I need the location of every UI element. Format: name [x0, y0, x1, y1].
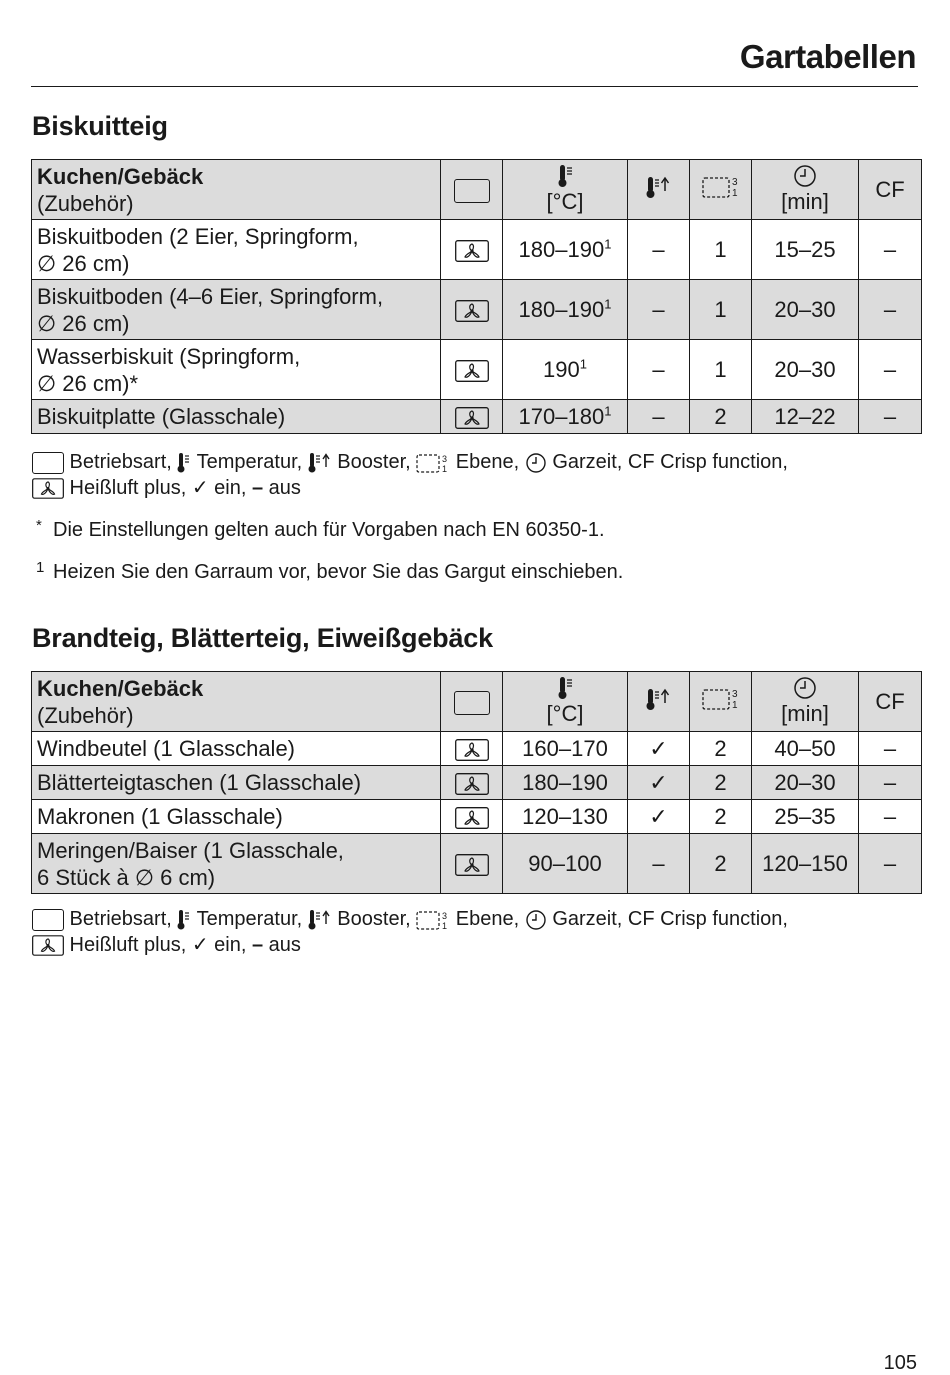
- column-header-product: [32, 672, 441, 732]
- temperature-cell: [503, 280, 628, 340]
- column-header-level: [690, 672, 752, 732]
- product-name-line2: 6 Stück à ∅ 6 cm): [37, 864, 216, 890]
- operating-mode-box-icon: [32, 909, 64, 931]
- clock-icon: [525, 909, 547, 931]
- product-cell: [32, 220, 441, 280]
- cf-cell: –: [859, 280, 922, 340]
- cf-cell: –: [859, 834, 922, 894]
- legend-temp-text: Temperatur,: [191, 451, 308, 473]
- cooking-table-brandteig: [31, 671, 922, 894]
- level-cell: 1: [690, 280, 752, 340]
- column-header-booster: [628, 672, 690, 732]
- svg-text:1: 1: [731, 699, 738, 711]
- cf-cell: –: [859, 766, 922, 800]
- legend-booster-text: Booster,: [331, 908, 417, 930]
- svg-text:1: 1: [442, 463, 448, 474]
- clock-icon: [793, 164, 817, 188]
- time-cell: 40–50: [752, 732, 859, 766]
- product-cell: [32, 340, 441, 400]
- footnote-one: [36, 561, 623, 584]
- thermometer-icon: [557, 164, 573, 188]
- table-row: [32, 834, 922, 894]
- product-name: Makronen (1 Glasschale): [37, 804, 283, 829]
- product-name-line2: ∅ 26 cm)*: [37, 370, 139, 396]
- fan-plus-icon: [455, 773, 489, 795]
- mode-cell: [441, 732, 503, 766]
- fan-plus-icon: [455, 807, 489, 829]
- cf-cell: –: [859, 400, 922, 434]
- legend-on-text: ✓ ein,: [191, 934, 252, 956]
- legend-line-2: [32, 475, 788, 501]
- time-cell: 25–35: [752, 800, 859, 834]
- thermometer-icon: [177, 452, 191, 474]
- booster-icon: [645, 174, 673, 200]
- section-title-biskuitteig: Biskuitteig: [32, 111, 168, 141]
- legend-biskuitteig: [32, 449, 788, 501]
- cf-cell: –: [859, 220, 922, 280]
- table-row: [32, 732, 922, 766]
- temperature-cell: [503, 766, 628, 800]
- temperature-value: 160–170: [522, 736, 608, 761]
- shelf-level-icon: [701, 174, 741, 200]
- legend-brandteig: [32, 906, 788, 958]
- clock-icon: [793, 676, 817, 700]
- temperature-value: 170–180: [518, 404, 605, 429]
- thermometer-icon: [557, 676, 573, 700]
- temperature-value: 190: [543, 357, 580, 382]
- column-header-temperature: [503, 160, 628, 220]
- fan-plus-icon: [32, 935, 64, 956]
- table-row: [32, 340, 922, 400]
- product-name-line2: ∅ 26 cm): [37, 310, 130, 336]
- column-header-cf: CF: [859, 160, 922, 220]
- mode-cell: [441, 220, 503, 280]
- table-row: [32, 766, 922, 800]
- fan-plus-icon: [455, 854, 489, 876]
- temperature-cell: [503, 220, 628, 280]
- temperature-footnote: 1: [604, 236, 612, 252]
- operating-mode-box-icon: [454, 179, 490, 203]
- level-cell: 2: [690, 766, 752, 800]
- time-unit: [min]: [781, 701, 829, 726]
- booster-cell: –: [628, 834, 690, 894]
- column-header-product-sub: (Zubehör): [37, 702, 134, 728]
- operating-mode-box-icon: [32, 452, 64, 474]
- table-row: [32, 800, 922, 834]
- column-header-booster: [628, 160, 690, 220]
- booster-cell: ✓: [628, 766, 690, 800]
- svg-text:1: 1: [731, 187, 738, 199]
- product-name: Biskuitplatte (Glasschale): [37, 404, 286, 429]
- column-header-mode: [441, 672, 503, 732]
- legend-level-text: Ebene,: [450, 908, 525, 930]
- thermometer-icon: [177, 909, 191, 931]
- column-header-product-title: Kuchen/Gebäck: [37, 163, 204, 189]
- svg-text:3: 3: [731, 176, 738, 188]
- table-row: [32, 220, 922, 280]
- temperature-cell: [503, 834, 628, 894]
- legend-temp-text: Temperatur,: [191, 908, 308, 930]
- product-name: Blätterteigtaschen (1 Glasschale): [37, 770, 362, 795]
- clock-icon: [525, 452, 547, 474]
- fan-plus-icon: [455, 240, 489, 262]
- footnote-one-text: Heizen Sie den Garraum vor, bevor Sie das Gargut einschieben.: [53, 561, 624, 583]
- booster-cell: –: [628, 280, 690, 340]
- fan-plus-icon: [455, 407, 489, 429]
- footnote-star: [36, 519, 605, 542]
- table-header-row: [32, 672, 922, 732]
- legend-mode-text: Betriebsart,: [64, 451, 178, 473]
- temperature-cell: [503, 800, 628, 834]
- legend-fan-text: Heißluft plus,: [64, 934, 192, 956]
- svg-text:3: 3: [442, 453, 448, 464]
- product-name-line2: ∅ 26 cm): [37, 250, 130, 276]
- time-cell: 20–30: [752, 340, 859, 400]
- legend-line-1: [32, 449, 788, 475]
- legend-line-1: [32, 906, 788, 932]
- mode-cell: [441, 400, 503, 434]
- temperature-footnote: 1: [604, 296, 612, 312]
- product-name: Wasserbiskuit (Springform,: [37, 343, 301, 369]
- cf-cell: –: [859, 732, 922, 766]
- legend-line-2: [32, 932, 788, 958]
- level-cell: 1: [690, 340, 752, 400]
- column-header-cf: CF: [859, 672, 922, 732]
- product-name: Biskuitboden (4–6 Eier, Springform,: [37, 283, 384, 309]
- temperature-value: 180–190: [518, 297, 605, 322]
- product-cell: [32, 732, 441, 766]
- product-name: Meringen/Baiser (1 Glasschale,: [37, 837, 344, 863]
- shelf-level-icon: [701, 686, 741, 712]
- mode-cell: [441, 340, 503, 400]
- column-header-time: [752, 672, 859, 732]
- temperature-footnote: 1: [604, 403, 612, 419]
- cooking-table-biskuitteig: [31, 159, 922, 434]
- legend-mode-text: Betriebsart,: [64, 908, 178, 930]
- mode-cell: [441, 766, 503, 800]
- mode-cell: [441, 280, 503, 340]
- legend-off-text: aus: [263, 477, 301, 499]
- temperature-footnote: 1: [579, 356, 587, 372]
- legend-fan-text: Heißluft plus,: [64, 477, 192, 499]
- legend-booster-text: Booster,: [331, 451, 417, 473]
- booster-cell: ✓: [628, 800, 690, 834]
- legend-time-text: Garzeit, CF Crisp function,: [546, 451, 788, 473]
- table-row: [32, 280, 922, 340]
- mode-cell: [441, 800, 503, 834]
- temperature-unit: [°C]: [546, 701, 584, 726]
- booster-cell: ✓: [628, 732, 690, 766]
- column-header-time: [752, 160, 859, 220]
- level-cell: 2: [690, 400, 752, 434]
- temperature-cell: [503, 340, 628, 400]
- product-cell: [32, 766, 441, 800]
- product-name: Windbeutel (1 Glasschale): [37, 736, 296, 761]
- footnote-one-mark: 1: [36, 559, 45, 576]
- temperature-value: 180–190: [522, 770, 608, 795]
- booster-cell: –: [628, 220, 690, 280]
- product-cell: [32, 834, 441, 894]
- legend-time-text: Garzeit, CF Crisp function,: [546, 908, 788, 930]
- level-cell: 2: [690, 732, 752, 766]
- fan-plus-icon: [455, 739, 489, 761]
- time-cell: 12–22: [752, 400, 859, 434]
- product-cell: [32, 400, 441, 434]
- footnote-star-text: Die Einstellungen gelten auch für Vorgaben nach EN 60350-1.: [53, 519, 605, 541]
- legend-off-dash: –: [251, 934, 264, 956]
- table-header-row: [32, 160, 922, 220]
- level-cell: 2: [690, 800, 752, 834]
- booster-cell: –: [628, 340, 690, 400]
- time-unit: [min]: [781, 189, 829, 214]
- mode-cell: [441, 834, 503, 894]
- time-cell: 15–25: [752, 220, 859, 280]
- product-cell: [32, 800, 441, 834]
- level-cell: 2: [690, 834, 752, 894]
- product-cell: [32, 280, 441, 340]
- level-cell: 1: [690, 220, 752, 280]
- temperature-value: 120–130: [522, 804, 608, 829]
- svg-text:3: 3: [442, 910, 448, 921]
- temperature-cell: [503, 732, 628, 766]
- column-header-product-sub: (Zubehör): [37, 190, 134, 216]
- temperature-cell: [503, 400, 628, 434]
- legend-off-dash: –: [251, 477, 264, 499]
- operating-mode-box-icon: [454, 691, 490, 715]
- column-header-level: [690, 160, 752, 220]
- fan-plus-icon: [32, 478, 64, 499]
- page-number: 105: [883, 1352, 917, 1374]
- temperature-value: 90–100: [528, 851, 602, 876]
- fan-plus-icon: [455, 300, 489, 322]
- temperature-value: 180–190: [518, 237, 605, 262]
- column-header-product-title: Kuchen/Gebäck: [37, 675, 204, 701]
- cf-cell: –: [859, 340, 922, 400]
- shelf-level-icon: [416, 452, 450, 474]
- column-header-mode: [441, 160, 503, 220]
- legend-level-text: Ebene,: [450, 451, 525, 473]
- column-header-temperature: [503, 672, 628, 732]
- fan-plus-icon: [455, 360, 489, 382]
- legend-off-text: aus: [263, 934, 301, 956]
- page-title: Gartabellen: [739, 38, 916, 75]
- product-name: Biskuitboden (2 Eier, Springform,: [37, 223, 359, 249]
- column-header-product: [32, 160, 441, 220]
- time-cell: 20–30: [752, 280, 859, 340]
- svg-text:1: 1: [442, 920, 448, 931]
- booster-icon: [308, 909, 332, 931]
- temperature-unit: [°C]: [546, 189, 584, 214]
- shelf-level-icon: [416, 909, 450, 931]
- time-cell: 20–30: [752, 766, 859, 800]
- footnote-star-mark: *: [36, 517, 42, 534]
- cf-cell: –: [859, 800, 922, 834]
- booster-icon: [308, 452, 332, 474]
- svg-text:3: 3: [731, 688, 738, 700]
- title-divider: [31, 86, 918, 87]
- table-row: [32, 400, 922, 434]
- booster-cell: –: [628, 400, 690, 434]
- section-title-brandteig: Brandteig, Blätterteig, Eiweißgebäck: [32, 623, 493, 653]
- booster-icon: [645, 686, 673, 712]
- legend-on-text: ✓ ein,: [191, 477, 252, 499]
- time-cell: 120–150: [752, 834, 859, 894]
